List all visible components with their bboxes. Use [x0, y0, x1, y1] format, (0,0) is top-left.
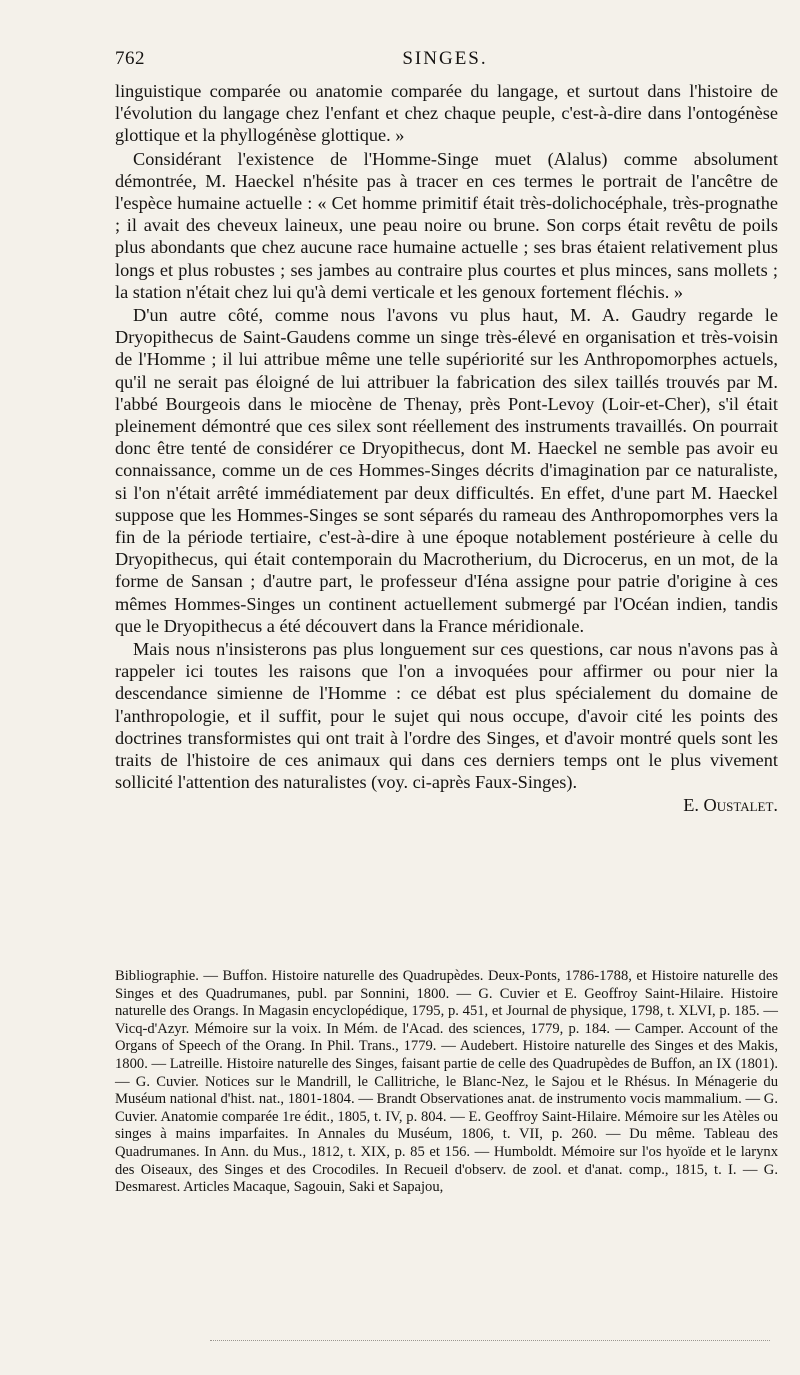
paragraph-continuation: linguistique comparée ou anatomie comparée du langage, et surtout dans l'histoire de l'évolution du langage chez l'enfant et chez chaque peuple, c'est-à-dire dans l'ontogénèse glottique et la phyllogénèse glottique. »: [115, 81, 778, 146]
page-header: [115, 48, 775, 74]
bibliography: [115, 968, 778, 1197]
bibliography-text: Bibliographie. — Buffon. Histoire naturelle des Quadrupèdes. Deux-Ponts, 1786-1788, et Histoire naturelle des Singes et des Quadrumanes, publ. par Sonnini, 1800. — G. Cuvier et E. Geoffroy Saint-Hilaire. Histoire naturelle des Orangs. In Magasin encyclopédique, 1795, p. 451, et Journal de physique, 1798, t. XLVI, p. 185. — Vicq-d'Azyr. Mémoire sur la voix. In Mém. de l'Acad. des sciences, 1779, p. 184. — Camper. Account of the Organs of Speech of the Orang. In Phil. Trans., 1779. — Audebert. Histoire naturelle des Singes et des Makis, 1800. — Latreille. Histoire naturelle des Singes, faisant partie de celle des Quadrupèdes de Buffon, an IX (1801). — G. Cuvier. Notices sur le Mandrill, le Callitriche, le Blanc-Nez, le Sajou et le Rhésus. In Ménagerie du Muséum national d'hist. nat., 1801-1804. — Brandt Observationes anat. de instrumento vocis mammalium. — G. Cuvier. Anatomie comparée 1re édit., 1805, t. IV, p. 804. — E. Geoffroy Saint-Hilaire. Mémoire sur les Atèles ou singes à mains imparfaites. In Annales du Muséum, 1806, t. VII, p. 260. — Du même. Tableau des Quadrumanes. In Ann. du Mus., 1812, t. XIX, p. 85 et 156. — Humboldt. Mémoire sur l'os hyoïde et le larynx des Oiseaux, des Singes et des Crocodiles. In Recueil d'observ. de zool. et d'anat. comp., 1815, t. I. — G. Desmarest. Articles Macaque, Sagouin, Saki et Sapajou,: [115, 968, 778, 1196]
page-number: 762: [115, 48, 145, 69]
body-text: [115, 80, 778, 816]
paragraph-conclusion: [115, 638, 778, 815]
running-title: SINGES.: [402, 48, 488, 69]
bottom-rule: [210, 1340, 770, 1341]
paragraph-dryopithecus: D'un autre côté, comme nous l'avons vu plus haut, M. A. Gaudry regarde le Dryopithecus de Saint-Gaudens comme un singe très-élevé en organisation et très-voisin de l'Homme ; il lui attribue même une telle supériorité sur les Anthropomorphes actuels, qu'il ne serait pas éloigné de lui attribuer la fabrication des silex taillés trouvés par M. l'abbé Bourgeois dans le miocène de Thenay, près Pont-Levoy (Loir-et-Cher), s'il était pleinement démontré que ces silex sont réellement des instruments travaillés. On pourrait donc être tenté de considérer ce Dryopithecus, dont M. Haeckel ne semble pas avoir eu connaissance, comme un de ces Hommes-Singes décrits d'imagination par ce naturaliste, si l'on n'était arrêté immédiatement par deux difficultés. En effet, d'une part M. Haeckel suppose que les Hommes-Singes se sont séparés du rameau des Anthropomorphes vers la fin de la période tertiaire, c'est-à-dire à une époque notablement postérieure à celle du Dryopithecus, qui était contemporain du Macrotherium, du Dicrocerus, en un mot, de la forme de Sansan ; d'autre part, le professeur d'Iéna assigne pour patrie d'origine à ces mêmes Hommes-Singes un continent actuellement submergé par l'Océan indien, tandis que le Dryopithecus a été découvert dans la France méridionale.: [115, 305, 778, 636]
paragraph-haeckel-portrait: Considérant l'existence de l'Homme-Singe muet (Alalus) comme absolument démontrée, M. Haeckel n'hésite pas à tracer en ces termes le portrait de l'ancêtre de l'espèce humaine actuelle : « Cet homme primitif était très-dolichocéphale, très-prognathe ; il avait des cheveux laineux, une peau noire ou brune. Son corps était revêtu de poils plus abondants que chez aucune race humaine actuelle ; ses bras étaient relativement plus longs et plus robustes ; ses jambes au contraire plus courtes et plus minces, sans mollets ; la station n'était chez lui qu'à demi verticale et les genoux fortement fléchis. »: [115, 148, 778, 302]
conclusion-text: Mais nous n'insisterons pas plus longuement sur ces questions, car nous n'avons pas à rappeler ici toutes les raisons que l'on a invoquées pour affirmer ou pour nier la descendance simienne de l'Homme : ce débat est plus spécialement du domaine de l'anthropologie, et il suffit, pour le sujet qui nous occupe, d'avoir cité les points des doctrines transformistes qui ont trait à l'ordre des Singes, et d'avoir montré quels sont les traits de l'histoire de ces animaux qui dans ces derniers temps ont le plus vivement sollicité l'attention des naturalistes (voy. ci-après Faux-Singes).: [115, 639, 778, 793]
author-signature: E. Oustalet.: [683, 794, 778, 815]
